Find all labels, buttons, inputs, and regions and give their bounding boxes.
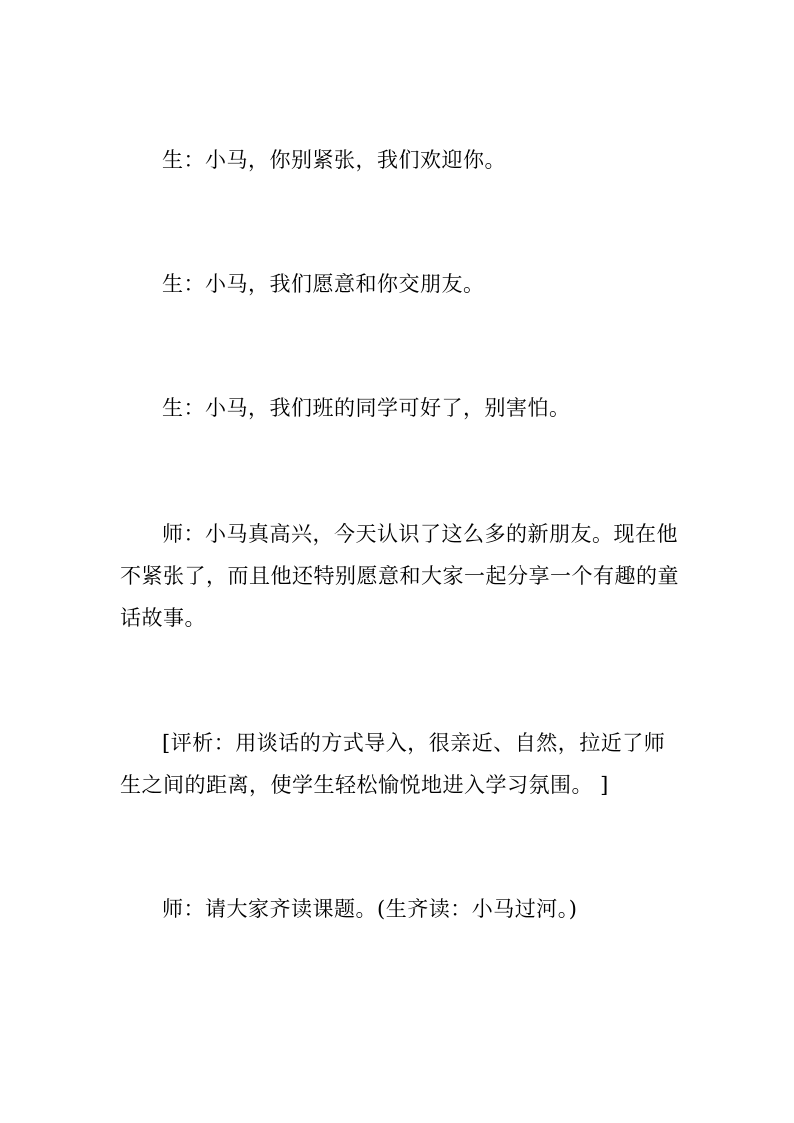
paragraph-student-2: 生：小马，我们愿意和你交朋友。 <box>162 272 485 296</box>
paragraph-commentary: [评析：用谈话的方式导入，很亲近、自然，拉近了师生之间的距离，使学生轻松愉悦地进入学习氛围。 ] <box>120 731 666 797</box>
paragraph-student-1: 生：小马，你别紧张，我们欢迎你。 <box>162 148 506 172</box>
paragraph-student-3: 生：小马，我们班的同学可好了，别害怕。 <box>162 396 571 420</box>
paragraph-teacher-2: 师：请大家齐读课题。(生齐读：小马过河。) <box>162 897 578 921</box>
paragraph-teacher-1: 师：小马真高兴，今天认识了这么多的新朋友。现在他不紧张了，而且他还特别愿意和大家一起分享一个有趣的童话故事。 <box>120 522 679 630</box>
